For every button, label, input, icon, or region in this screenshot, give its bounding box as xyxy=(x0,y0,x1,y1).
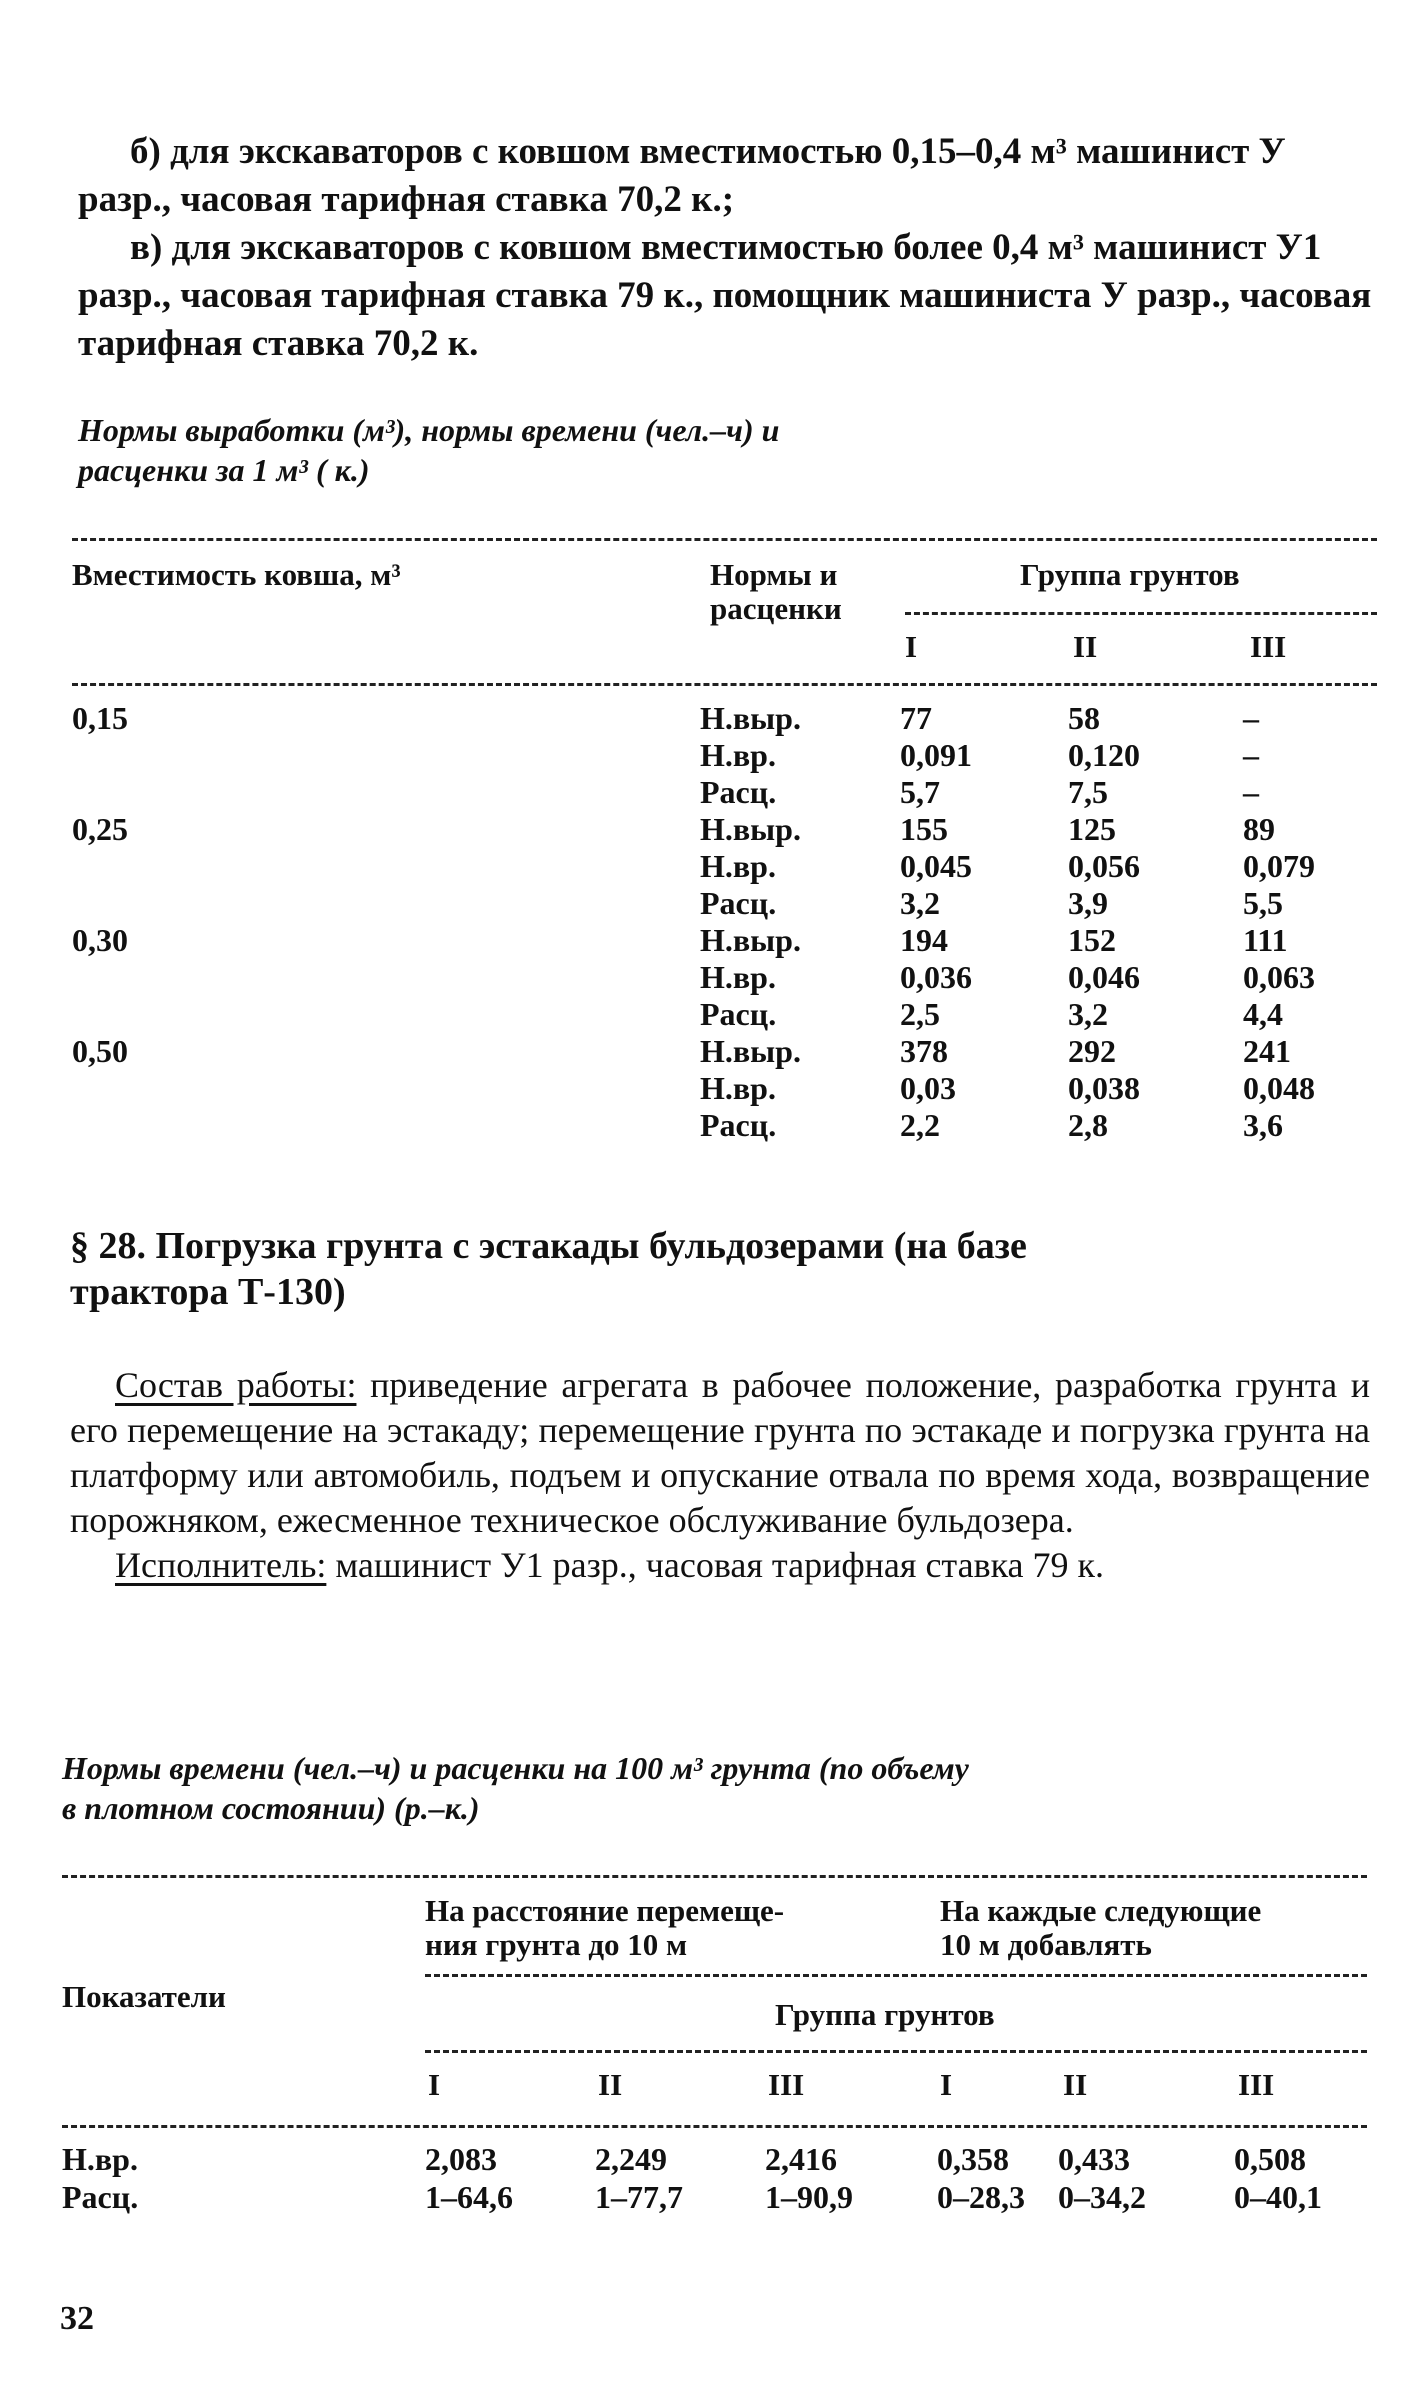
table1-cell: – xyxy=(1243,774,1259,810)
table1-cell: 3,9 xyxy=(1068,885,1108,921)
intro-text xyxy=(78,128,1378,368)
table1-cell: 3,6 xyxy=(1243,1107,1283,1143)
executor-text: машинист У1 разр., часовая тарифная ставка 79 к. xyxy=(326,1545,1104,1585)
table1-group-2: II xyxy=(1073,629,1098,664)
table1-capacity-3: 0,25 xyxy=(72,811,128,847)
table1-capacity-9: 0,50 xyxy=(72,1033,128,1069)
table1-group-rule xyxy=(905,612,1377,615)
table2-header-rule xyxy=(62,2125,1367,2128)
table2-group-label: I xyxy=(940,2067,953,2102)
table1-label-2: Расц. xyxy=(700,774,777,810)
table1-cell: 7,5 xyxy=(1068,774,1108,810)
table1-cell: 125 xyxy=(1068,811,1116,847)
table2-caption xyxy=(62,1748,1262,1828)
table1-cell: 0,045 xyxy=(900,848,972,884)
table1-cell: 0,091 xyxy=(900,737,972,773)
table2-group-rule xyxy=(425,2050,1367,2053)
table2-col-each xyxy=(940,1894,1261,1962)
table2-group-label: I xyxy=(428,2067,441,2102)
table1-label-5: Расц. xyxy=(700,885,777,921)
table1-cell: – xyxy=(1243,737,1259,773)
table1-label-10: Н.вр. xyxy=(700,1070,776,1106)
table2-col-each-line2: 10 м добавлять xyxy=(940,1927,1152,1962)
table1-cell: 2,5 xyxy=(900,996,940,1032)
table1-cell: 58 xyxy=(1068,700,1100,736)
table1-cell: 0,038 xyxy=(1068,1070,1140,1106)
work-composition xyxy=(70,1363,1370,1543)
table1-cell: 4,4 xyxy=(1243,996,1283,1032)
table2-col-group: Группа грунтов xyxy=(775,1997,995,2032)
table2-col-distance xyxy=(425,1894,784,1962)
work-label: Состав работы: xyxy=(115,1365,357,1405)
table2-label-0: Н.вр. xyxy=(62,2141,138,2177)
table2-group-label: II xyxy=(598,2067,623,2102)
table1-cell: 5,7 xyxy=(900,774,940,810)
executor-label: Исполнитель: xyxy=(115,1545,327,1585)
table2-col-distance-line1: На расстояние перемеще- xyxy=(425,1893,785,1928)
table1-cell: 0,063 xyxy=(1243,959,1315,995)
table2-cell: 2,249 xyxy=(595,2141,667,2177)
table1-cell: 0,036 xyxy=(900,959,972,995)
table1-cell: 241 xyxy=(1243,1033,1291,1069)
executor xyxy=(70,1543,1370,1588)
table2-col-indicators: Показатели xyxy=(62,1979,226,2014)
table1-label-11: Расц. xyxy=(700,1107,777,1143)
table1-cell: 292 xyxy=(1068,1033,1116,1069)
table1-header-rule xyxy=(72,683,1377,686)
table2-group-label: III xyxy=(1238,2067,1275,2102)
table2-cell: 2,416 xyxy=(765,2141,837,2177)
table1-cell: 152 xyxy=(1068,922,1116,958)
table2-label-1: Расц. xyxy=(62,2179,139,2215)
table1-cell: 5,5 xyxy=(1243,885,1283,921)
table1-capacity-0: 0,15 xyxy=(72,700,128,736)
table1-cell: 3,2 xyxy=(1068,996,1108,1032)
table2-cell: 0,358 xyxy=(937,2141,1009,2177)
table2-cell: 1–90,9 xyxy=(765,2179,853,2215)
section-title-line1: § 28. Погрузка грунта с эстакады бульдозерами (на базе xyxy=(70,1225,1027,1267)
table1-cell: 77 xyxy=(900,700,932,736)
table1-cell: 0,079 xyxy=(1243,848,1315,884)
table1-cell: 0,048 xyxy=(1243,1070,1315,1106)
table1-cell: 3,2 xyxy=(900,885,940,921)
table1-cell: 89 xyxy=(1243,811,1275,847)
table2-cell: 1–77,7 xyxy=(595,2179,683,2215)
table1-label-9: Н.выр. xyxy=(700,1033,801,1069)
table1-label-4: Н.вр. xyxy=(700,848,776,884)
work-text: приведение агрегата в рабочее положение, разработка грунта и его перемещение на эстакаду; перемещение грунта по эстакаде и погрузка грунта на платформу или автомобиль, подъем и опускание отвала по время хода, возвращение порожняком, ежесменное техническое обслуживание бульдозера. xyxy=(70,1365,1370,1540)
table1-label-6: Н.выр. xyxy=(700,922,801,958)
table1-label-1: Н.вр. xyxy=(700,737,776,773)
intro-line-b: б) для экскаваторов с ковшом вместимостью 0,15–0,4 м³ машинист У разр., часовая тарифная ставка 70,2 к.; xyxy=(78,131,1286,220)
table2-group-label: II xyxy=(1063,2067,1088,2102)
page-number: 32 xyxy=(60,2300,94,2337)
table2-cell: 1–64,6 xyxy=(425,2179,513,2215)
table1-col-capacity: Вместимость ковша, м³ xyxy=(72,557,401,592)
table1-capacity-6: 0,30 xyxy=(72,922,128,958)
table1-caption xyxy=(78,410,978,490)
table2-top-rule xyxy=(62,1875,1367,1878)
table1-label-3: Н.выр. xyxy=(700,811,801,847)
table2-cell: 0,433 xyxy=(1058,2141,1130,2177)
table1-cell: 0,056 xyxy=(1068,848,1140,884)
table2-cell: 0,508 xyxy=(1234,2141,1306,2177)
table1-caption-line2: расценки за 1 м³ ( к.) xyxy=(78,452,370,488)
intro-line-v: в) для экскаваторов с ковшом вместимостью более 0,4 м³ машинист У1 разр., часовая тарифная ставка 79 к., помощник машиниста У разр., часовая тарифная ставка 70,2 к. xyxy=(78,227,1372,364)
table1-cell: 194 xyxy=(900,922,948,958)
table1-col-norms xyxy=(710,558,842,626)
table1-cell: 0,046 xyxy=(1068,959,1140,995)
table1-col-norms-line2: расценки xyxy=(710,591,842,626)
table2-col-distance-line2: ния грунта до 10 м xyxy=(425,1927,688,1962)
table2-cell: 0–40,1 xyxy=(1234,2179,1322,2215)
table1-label-7: Н.вр. xyxy=(700,959,776,995)
table2-caption-line1: Нормы времени (чел.–ч) и расценки на 100 м³ грунта (по объему xyxy=(62,1750,969,1786)
table1-cell: 378 xyxy=(900,1033,948,1069)
table1-cell: 0,03 xyxy=(900,1070,956,1106)
table2-cell: 2,083 xyxy=(425,2141,497,2177)
table1-cell: 155 xyxy=(900,811,948,847)
section-title xyxy=(70,1223,1170,1315)
table1-cell: 0,120 xyxy=(1068,737,1140,773)
table1-label-0: Н.выр. xyxy=(700,700,801,736)
table2-col-each-line1: На каждые следующие xyxy=(940,1893,1262,1928)
table1-label-8: Расц. xyxy=(700,996,777,1032)
table1-caption-line1: Нормы выработки (м³), нормы времени (чел.–ч) и xyxy=(78,412,780,448)
table1-col-norms-line1: Нормы и xyxy=(710,557,838,592)
section-title-line2: трактора Т-130) xyxy=(70,1271,346,1313)
table1-cell: 2,8 xyxy=(1068,1107,1108,1143)
table1-cell: 2,2 xyxy=(900,1107,940,1143)
table2-caption-line2: в плотном состоянии) (р.–к.) xyxy=(62,1790,480,1826)
table1-cell: 111 xyxy=(1243,922,1288,958)
table2-cell: 0–34,2 xyxy=(1058,2179,1146,2215)
section-body xyxy=(70,1363,1370,1588)
table1-group-1: I xyxy=(905,629,918,664)
table1-group-3: III xyxy=(1250,629,1287,664)
table1-cell: – xyxy=(1243,700,1259,736)
table1-col-group: Группа грунтов xyxy=(1020,557,1240,592)
table2-mid-rule xyxy=(425,1974,1367,1977)
table2-group-label: III xyxy=(768,2067,805,2102)
table2-cell: 0–28,3 xyxy=(937,2179,1025,2215)
table1-top-rule xyxy=(72,538,1377,541)
